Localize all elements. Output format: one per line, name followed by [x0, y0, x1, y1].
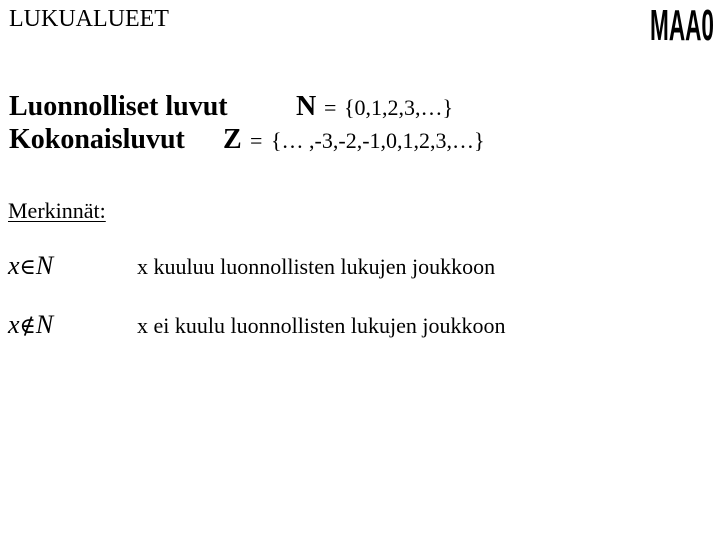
notation-expression-member	[8, 250, 53, 283]
element-of-symbol: ∈	[19, 254, 36, 279]
set-equals-integers: =	[250, 128, 263, 153]
set-label-integers: Kokonaisluvut	[9, 124, 185, 155]
set-symbol-integers: Z	[223, 124, 242, 155]
course-logo	[649, 0, 715, 46]
notation-description-not-member: x ei kuulu luonnollisten lukujen joukkoon	[137, 313, 506, 338]
notation-expression-not-member	[8, 309, 53, 342]
set-symbol-natural: N	[296, 91, 317, 122]
notation-description-member: x kuuluu luonnollisten lukujen joukkoon	[137, 254, 496, 279]
notation-set: N	[35, 310, 54, 339]
set-definition-integers: {… ,-3,-2,-1,0,1,2,3,…}	[271, 128, 485, 153]
notation-variable: x	[8, 310, 20, 339]
set-definition-natural: {0,1,2,3,…}	[344, 95, 454, 120]
course-logo-text: MAA0	[650, 1, 714, 46]
set-label-natural: Luonnolliset luvut	[9, 91, 228, 122]
notation-heading: Merkinnät:	[8, 198, 106, 223]
not-element-of-symbol: ∉	[19, 313, 36, 338]
set-equals-natural: =	[324, 95, 337, 120]
notation-variable: x	[8, 251, 20, 280]
page-title: LUKUALUEET	[9, 6, 169, 32]
notation-set: N	[35, 251, 54, 280]
